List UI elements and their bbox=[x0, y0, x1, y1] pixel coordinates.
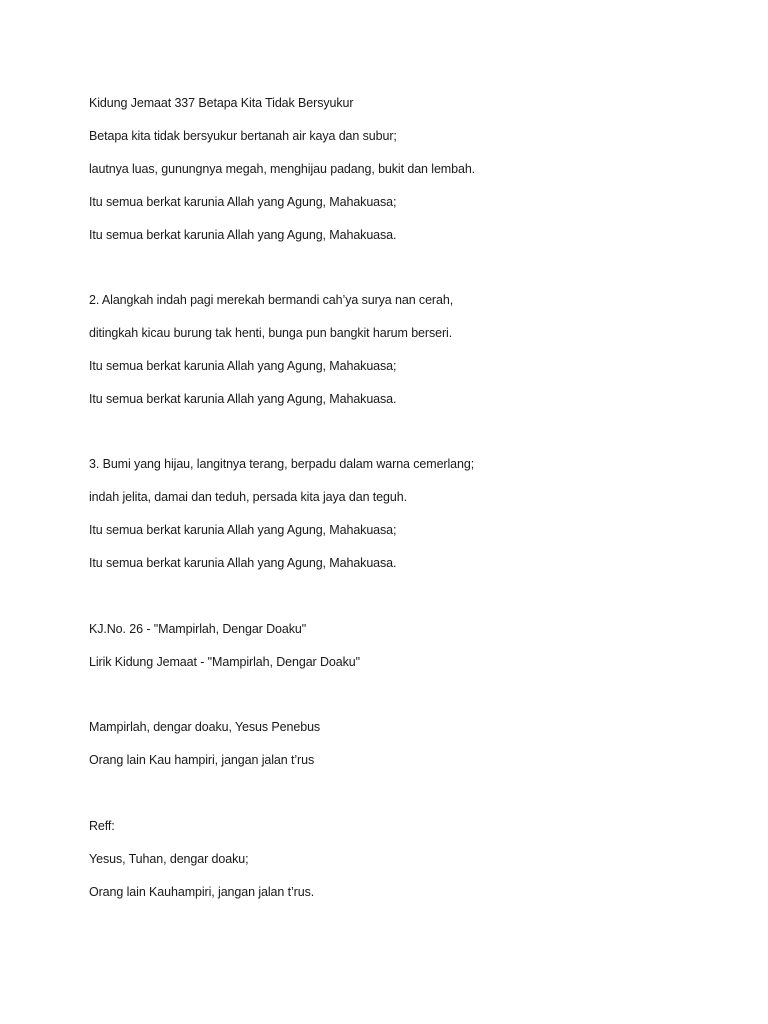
text-line: Itu semua berkat karunia Allah yang Agung, Mahakuasa. bbox=[89, 392, 397, 406]
text-line: Orang lain Kauhampiri, jangan jalan t’rus. bbox=[89, 885, 315, 899]
text-line: Itu semua berkat karunia Allah yang Agung, Mahakuasa; bbox=[89, 523, 397, 537]
text-line: Orang lain Kau hampiri, jangan jalan t’rus bbox=[89, 753, 315, 767]
text-line: Betapa kita tidak bersyukur bertanah air kaya dan subur; bbox=[89, 129, 397, 143]
text-line: 2. Alangkah indah pagi merekah bermandi cah’ya surya nan cerah, bbox=[89, 293, 454, 307]
document-title: Kidung Jemaat 337 Betapa Kita Tidak Bersyukur bbox=[89, 96, 354, 110]
text-line: lautnya luas, gunungnya megah, menghijau padang, bukit dan lembah. bbox=[89, 162, 476, 176]
text-line: Itu semua berkat karunia Allah yang Agung, Mahakuasa; bbox=[89, 359, 397, 373]
text-line: Yesus, Tuhan, dengar doaku; bbox=[89, 852, 249, 866]
text-line: Itu semua berkat karunia Allah yang Agung, Mahakuasa. bbox=[89, 556, 397, 570]
text-line: ditingkah kicau burung tak henti, bunga pun bangkit harum berseri. bbox=[89, 326, 453, 340]
text-line: Lirik Kidung Jemaat - "Mampirlah, Dengar Doaku" bbox=[89, 655, 360, 669]
section-heading: KJ.No. 26 - "Mampirlah, Dengar Doaku" bbox=[89, 622, 307, 636]
text-line: Itu semua berkat karunia Allah yang Agung, Mahakuasa; bbox=[89, 195, 397, 209]
text-line: Mampirlah, dengar doaku, Yesus Penebus bbox=[89, 720, 321, 734]
text-line: Itu semua berkat karunia Allah yang Agung, Mahakuasa. bbox=[89, 228, 397, 242]
text-line: 3. Bumi yang hijau, langitnya terang, berpadu dalam warna cemerlang; bbox=[89, 457, 475, 471]
text-line: indah jelita, damai dan teduh, persada kita jaya dan teguh. bbox=[89, 490, 407, 504]
refrain-label: Reff: bbox=[89, 819, 115, 833]
